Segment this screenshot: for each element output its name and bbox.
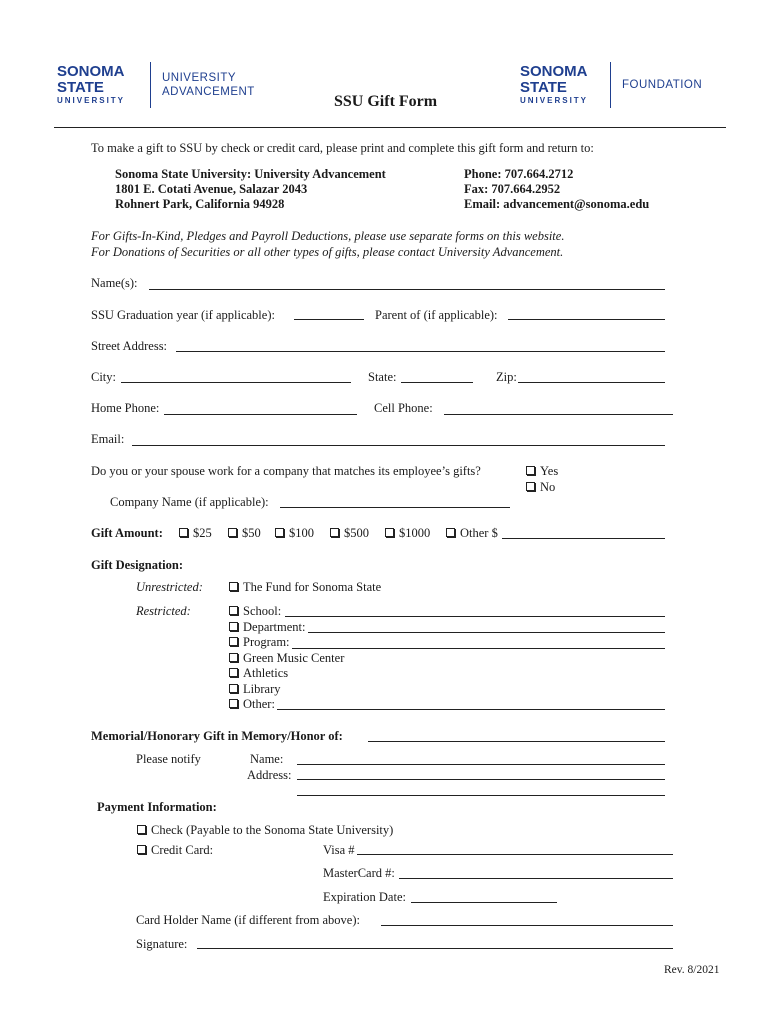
school-input-line[interactable] (285, 616, 665, 617)
logo-state-text: STATE (520, 79, 567, 96)
expiration-label: Expiration Date: (323, 890, 406, 904)
notify-address-label: Address: (247, 768, 292, 782)
street-label: Street Address: (91, 339, 168, 353)
city-input-line[interactable] (121, 382, 351, 383)
address-line: Rohnert Park, California 94928 (115, 197, 285, 211)
mailing-address (115, 167, 386, 212)
logo-sonoma-text: SONOMA (57, 63, 125, 80)
visa-label: Visa # (323, 843, 355, 857)
restricted-options (229, 604, 344, 713)
checkbox-icon (228, 528, 237, 537)
restricted-school-label: School: (243, 604, 282, 618)
address-line: 1801 E. Cotati Avenue, Salazar 2043 (115, 182, 308, 196)
gift-amount-label: Gift Amount: (91, 526, 163, 540)
revision-label: Rev. 8/2021 (664, 964, 720, 976)
match-yes-label: Yes (540, 464, 559, 478)
checkbox-icon (179, 528, 188, 537)
street-input-line[interactable] (176, 351, 665, 352)
parent-of-input-line[interactable] (508, 319, 665, 320)
names-label: Name(s): (91, 276, 138, 290)
logo-unit-line2: ADVANCEMENT (162, 86, 255, 98)
gift-amount-other-input-line[interactable] (502, 538, 665, 539)
checkbox-icon (229, 606, 238, 615)
gift-amount-100[interactable] (275, 526, 314, 541)
checkbox-icon (446, 528, 455, 537)
gift-amount-50[interactable] (228, 526, 261, 541)
restricted-other-label: Other: (243, 697, 275, 711)
payment-check-label: Check (Payable to the Sonoma State University) (151, 823, 394, 837)
checkbox-icon (229, 699, 238, 708)
notify-name-label: Name: (250, 752, 284, 766)
home-phone-label: Home Phone: (91, 401, 160, 415)
parent-of-label: Parent of (if applicable): (375, 308, 498, 322)
contact-info (464, 167, 649, 212)
checkbox-icon (526, 466, 535, 475)
checkbox-icon (526, 482, 535, 491)
logo-divider (610, 62, 611, 108)
checkbox-icon (385, 528, 394, 537)
intro-text: To make a gift to SSU by check or credit card, please print and complete this gift form and return to: (91, 141, 594, 155)
checkbox-icon (137, 845, 146, 854)
restricted-department-label: Department: (243, 619, 306, 634)
logo-sonoma-text: SONOMA (520, 63, 588, 80)
expiration-input-line[interactable] (411, 902, 557, 903)
restricted-green-music-center-option[interactable] (229, 651, 344, 667)
gift-amount-1000-label: $1000 (399, 526, 431, 540)
grad-year-label: SSU Graduation year (if applicable): (91, 308, 275, 322)
checkbox-icon (229, 684, 238, 693)
program-input-line[interactable] (292, 648, 665, 649)
restricted-library-label: Library (243, 681, 281, 696)
header-divider (54, 127, 726, 128)
restricted-athletics-option[interactable] (229, 666, 344, 682)
gift-amount-100-label: $100 (289, 526, 314, 540)
signature-label: Signature: (136, 937, 188, 951)
payment-info-label: Payment Information: (97, 800, 217, 814)
state-input-line[interactable] (401, 382, 473, 383)
logo-university-text: UNIVERSITY (57, 96, 126, 105)
mastercard-input-line[interactable] (399, 878, 673, 879)
contact-email: Email: advancement@sonoma.edu (464, 197, 650, 211)
gift-amount-500-label: $500 (344, 526, 369, 540)
zip-input-line[interactable] (518, 382, 665, 383)
signature-input-line[interactable] (197, 948, 673, 949)
note-gifts-in-kind: For Gifts-In-Kind, Pledges and Payroll Deductions, please use separate forms on this website. (91, 229, 565, 243)
checkbox-icon (330, 528, 339, 537)
logo-divider (150, 62, 151, 108)
payment-credit-label: Credit Card: (151, 843, 214, 857)
address-line: Sonoma State University: University Advancement (115, 167, 386, 181)
cell-phone-input-line[interactable] (444, 414, 673, 415)
logo-foundation-text: FOUNDATION (622, 79, 703, 91)
checkbox-icon (229, 582, 238, 591)
restricted-other-option[interactable] (229, 697, 344, 713)
notify-address-input-line-2[interactable] (297, 795, 665, 796)
checkbox-icon (229, 653, 238, 662)
payment-check-option[interactable] (137, 823, 393, 838)
logo-unit-line1: UNIVERSITY (162, 72, 237, 84)
contact-phone: Phone: 707.664.2712 (464, 167, 574, 181)
checkbox-icon (229, 622, 238, 631)
mastercard-label: MasterCard #: (323, 866, 395, 880)
department-input-line[interactable] (308, 632, 665, 633)
match-question: Do you or your spouse work for a company that matches its employee’s gifts? (91, 464, 481, 478)
names-input-line[interactable] (149, 289, 665, 290)
note-securities: For Donations of Securities or all other types of gifts, please contact University Advancement. (91, 245, 564, 259)
unrestricted-label: Unrestricted: (136, 580, 203, 594)
match-no-label: No (540, 480, 556, 494)
home-phone-input-line[interactable] (164, 414, 357, 415)
restricted-library-option[interactable] (229, 682, 344, 698)
checkbox-icon (229, 637, 238, 646)
other-designation-input-line[interactable] (277, 709, 665, 710)
restricted-green-music-center-label: Green Music Center (243, 650, 345, 665)
gift-amount-25[interactable] (179, 526, 212, 541)
state-label: State: (368, 370, 397, 384)
grad-year-input-line[interactable] (294, 319, 364, 320)
restricted-athletics-label: Athletics (243, 666, 289, 680)
company-name-label: Company Name (if applicable): (110, 495, 269, 509)
visa-input-line[interactable] (357, 854, 673, 855)
card-holder-label: Card Holder Name (if different from above): (136, 913, 360, 927)
match-no-option[interactable] (526, 480, 555, 495)
memorial-label: Memorial/Honorary Gift in Memory/Honor of: (91, 729, 343, 743)
email-input-line[interactable] (132, 445, 665, 446)
fund-for-sonoma-state-option[interactable] (229, 580, 381, 595)
match-yes-option[interactable] (526, 464, 558, 479)
gift-designation-label: Gift Designation: (91, 558, 184, 572)
restricted-label: Restricted: (136, 604, 191, 618)
gift-amount-other[interactable] (446, 526, 498, 541)
gift-amount-50-label: $50 (242, 526, 261, 540)
please-notify-label: Please notify (136, 752, 201, 766)
gift-amount-500[interactable] (330, 526, 369, 541)
gift-amount-other-label: Other $ (460, 526, 498, 540)
notify-name-input-line[interactable] (297, 764, 665, 765)
gift-amount-1000[interactable] (385, 526, 430, 541)
memorial-input-line[interactable] (368, 741, 665, 742)
gift-amount-25-label: $25 (193, 526, 212, 540)
payment-credit-option[interactable] (137, 843, 213, 858)
logo-state-text: STATE (57, 79, 104, 96)
contact-fax: Fax: 707.664.2952 (464, 182, 561, 196)
email-label: Email: (91, 432, 125, 446)
checkbox-icon (229, 668, 238, 677)
restricted-program-label: Program: (243, 635, 290, 649)
restricted-school-option[interactable] (229, 604, 344, 620)
page-title: SSU Gift Form (334, 93, 438, 110)
card-holder-input-line[interactable] (381, 925, 673, 926)
company-name-input-line[interactable] (280, 507, 510, 508)
cell-phone-label: Cell Phone: (374, 401, 433, 415)
checkbox-icon (275, 528, 284, 537)
logo-university-text: UNIVERSITY (520, 96, 589, 105)
fund-for-sonoma-state-label: The Fund for Sonoma State (243, 580, 382, 594)
zip-label: Zip: (496, 370, 517, 384)
city-label: City: (91, 370, 117, 384)
checkbox-icon (137, 825, 146, 834)
notify-address-input-line[interactable] (297, 779, 665, 780)
